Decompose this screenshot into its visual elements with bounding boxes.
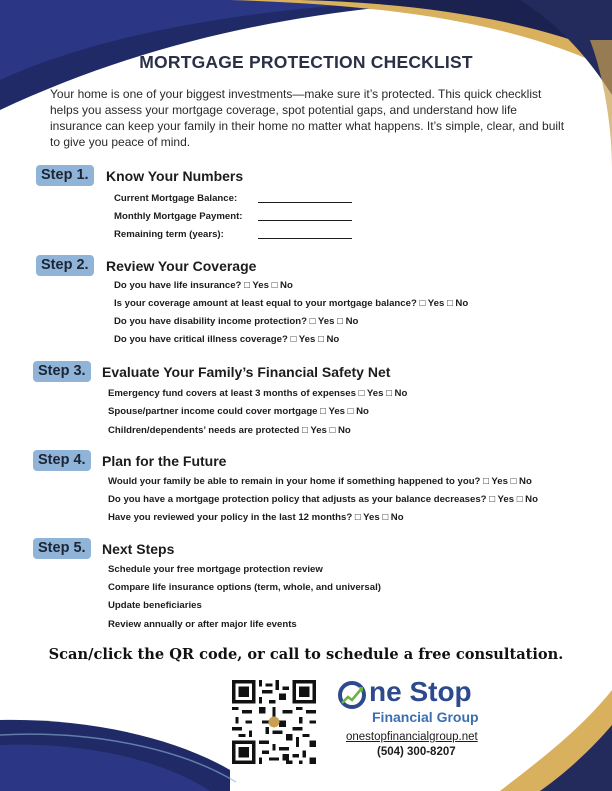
checklist-item: Do you have life insurance? □ Yes □ No <box>114 280 293 291</box>
page-title: MORTGAGE PROTECTION CHECKLIST <box>139 52 473 72</box>
logo-text-sub: Financial Group <box>372 709 479 725</box>
step-5-badge: Step 5. <box>33 538 91 559</box>
checklist-item: Update beneficiaries <box>108 600 202 611</box>
checklist-item: Review annually or after major life events <box>108 619 297 630</box>
checklist-item: Children/dependents’ needs are protected □ Yes □ No <box>108 425 351 436</box>
checklist-item: Spouse/partner income could cover mortgage □ Yes □ No <box>108 406 369 417</box>
phone-number[interactable]: (504) 300-8207 <box>377 746 456 758</box>
checklist-item: Have you reviewed your policy in the last 12 months? □ Yes □ No <box>108 512 404 523</box>
intro-paragraph: Your home is one of your biggest investments—make sure it’s protected. This quick checklist helps you assess your mortgage coverage, spot potential gaps, and understand how life insurance can keep your family in their home no matter what happens. It’s simple, clear, and built to give you peace of mind. <box>50 87 565 149</box>
qr-code[interactable] <box>232 680 316 764</box>
checklist-item: Compare life insurance options (term, whole, and universal) <box>108 582 381 593</box>
checklist-item: Schedule your free mortgage protection review <box>108 564 323 575</box>
checklist-item: Do you have critical illness coverage? □ Yes □ No <box>114 334 340 345</box>
step-4-title: Plan for the Future <box>102 453 227 469</box>
current-balance-field[interactable] <box>258 202 352 203</box>
step-2-badge: Step 2. <box>36 255 94 276</box>
website-link[interactable]: onestopfinancialgroup.net <box>346 731 478 743</box>
monthly-payment-field[interactable] <box>258 220 352 221</box>
checklist-item: Emergency fund covers at least 3 months of expenses □ Yes □ No <box>108 388 408 399</box>
step-3-title: Evaluate Your Family’s Financial Safety Net <box>102 364 391 380</box>
checklist-item: Would your family be able to remain in your home if something happened to you? □ Yes □ No <box>108 476 532 487</box>
one-stop-logo <box>336 676 516 732</box>
step-4-badge: Step 4. <box>33 450 91 471</box>
checklist-item: Do you have a mortgage protection policy that adjusts as your balance decreases? □ Yes □ No <box>108 494 538 505</box>
checklist-item: Is your coverage amount at least equal to your mortgage balance? □ Yes □ No <box>114 298 469 309</box>
current-balance-label: Current Mortgage Balance: <box>114 193 238 204</box>
step-1-badge: Step 1. <box>36 165 94 186</box>
remaining-term-field[interactable] <box>258 238 352 239</box>
step-1-title: Know Your Numbers <box>106 168 244 184</box>
checklist-item: Do you have disability income protection? □ Yes □ No <box>114 316 359 327</box>
call-to-action: Scan/click the QR code, or call to schedule a free consultation. <box>48 646 564 663</box>
step-5-title: Next Steps <box>102 541 175 557</box>
step-3-badge: Step 3. <box>33 361 91 382</box>
step-2-title: Review Your Coverage <box>106 258 257 274</box>
logo-text-main: ne Stop <box>369 676 472 707</box>
monthly-payment-label: Monthly Mortgage Payment: <box>114 211 243 222</box>
logo-o-icon <box>336 679 368 711</box>
remaining-term-label: Remaining term (years): <box>114 229 224 240</box>
